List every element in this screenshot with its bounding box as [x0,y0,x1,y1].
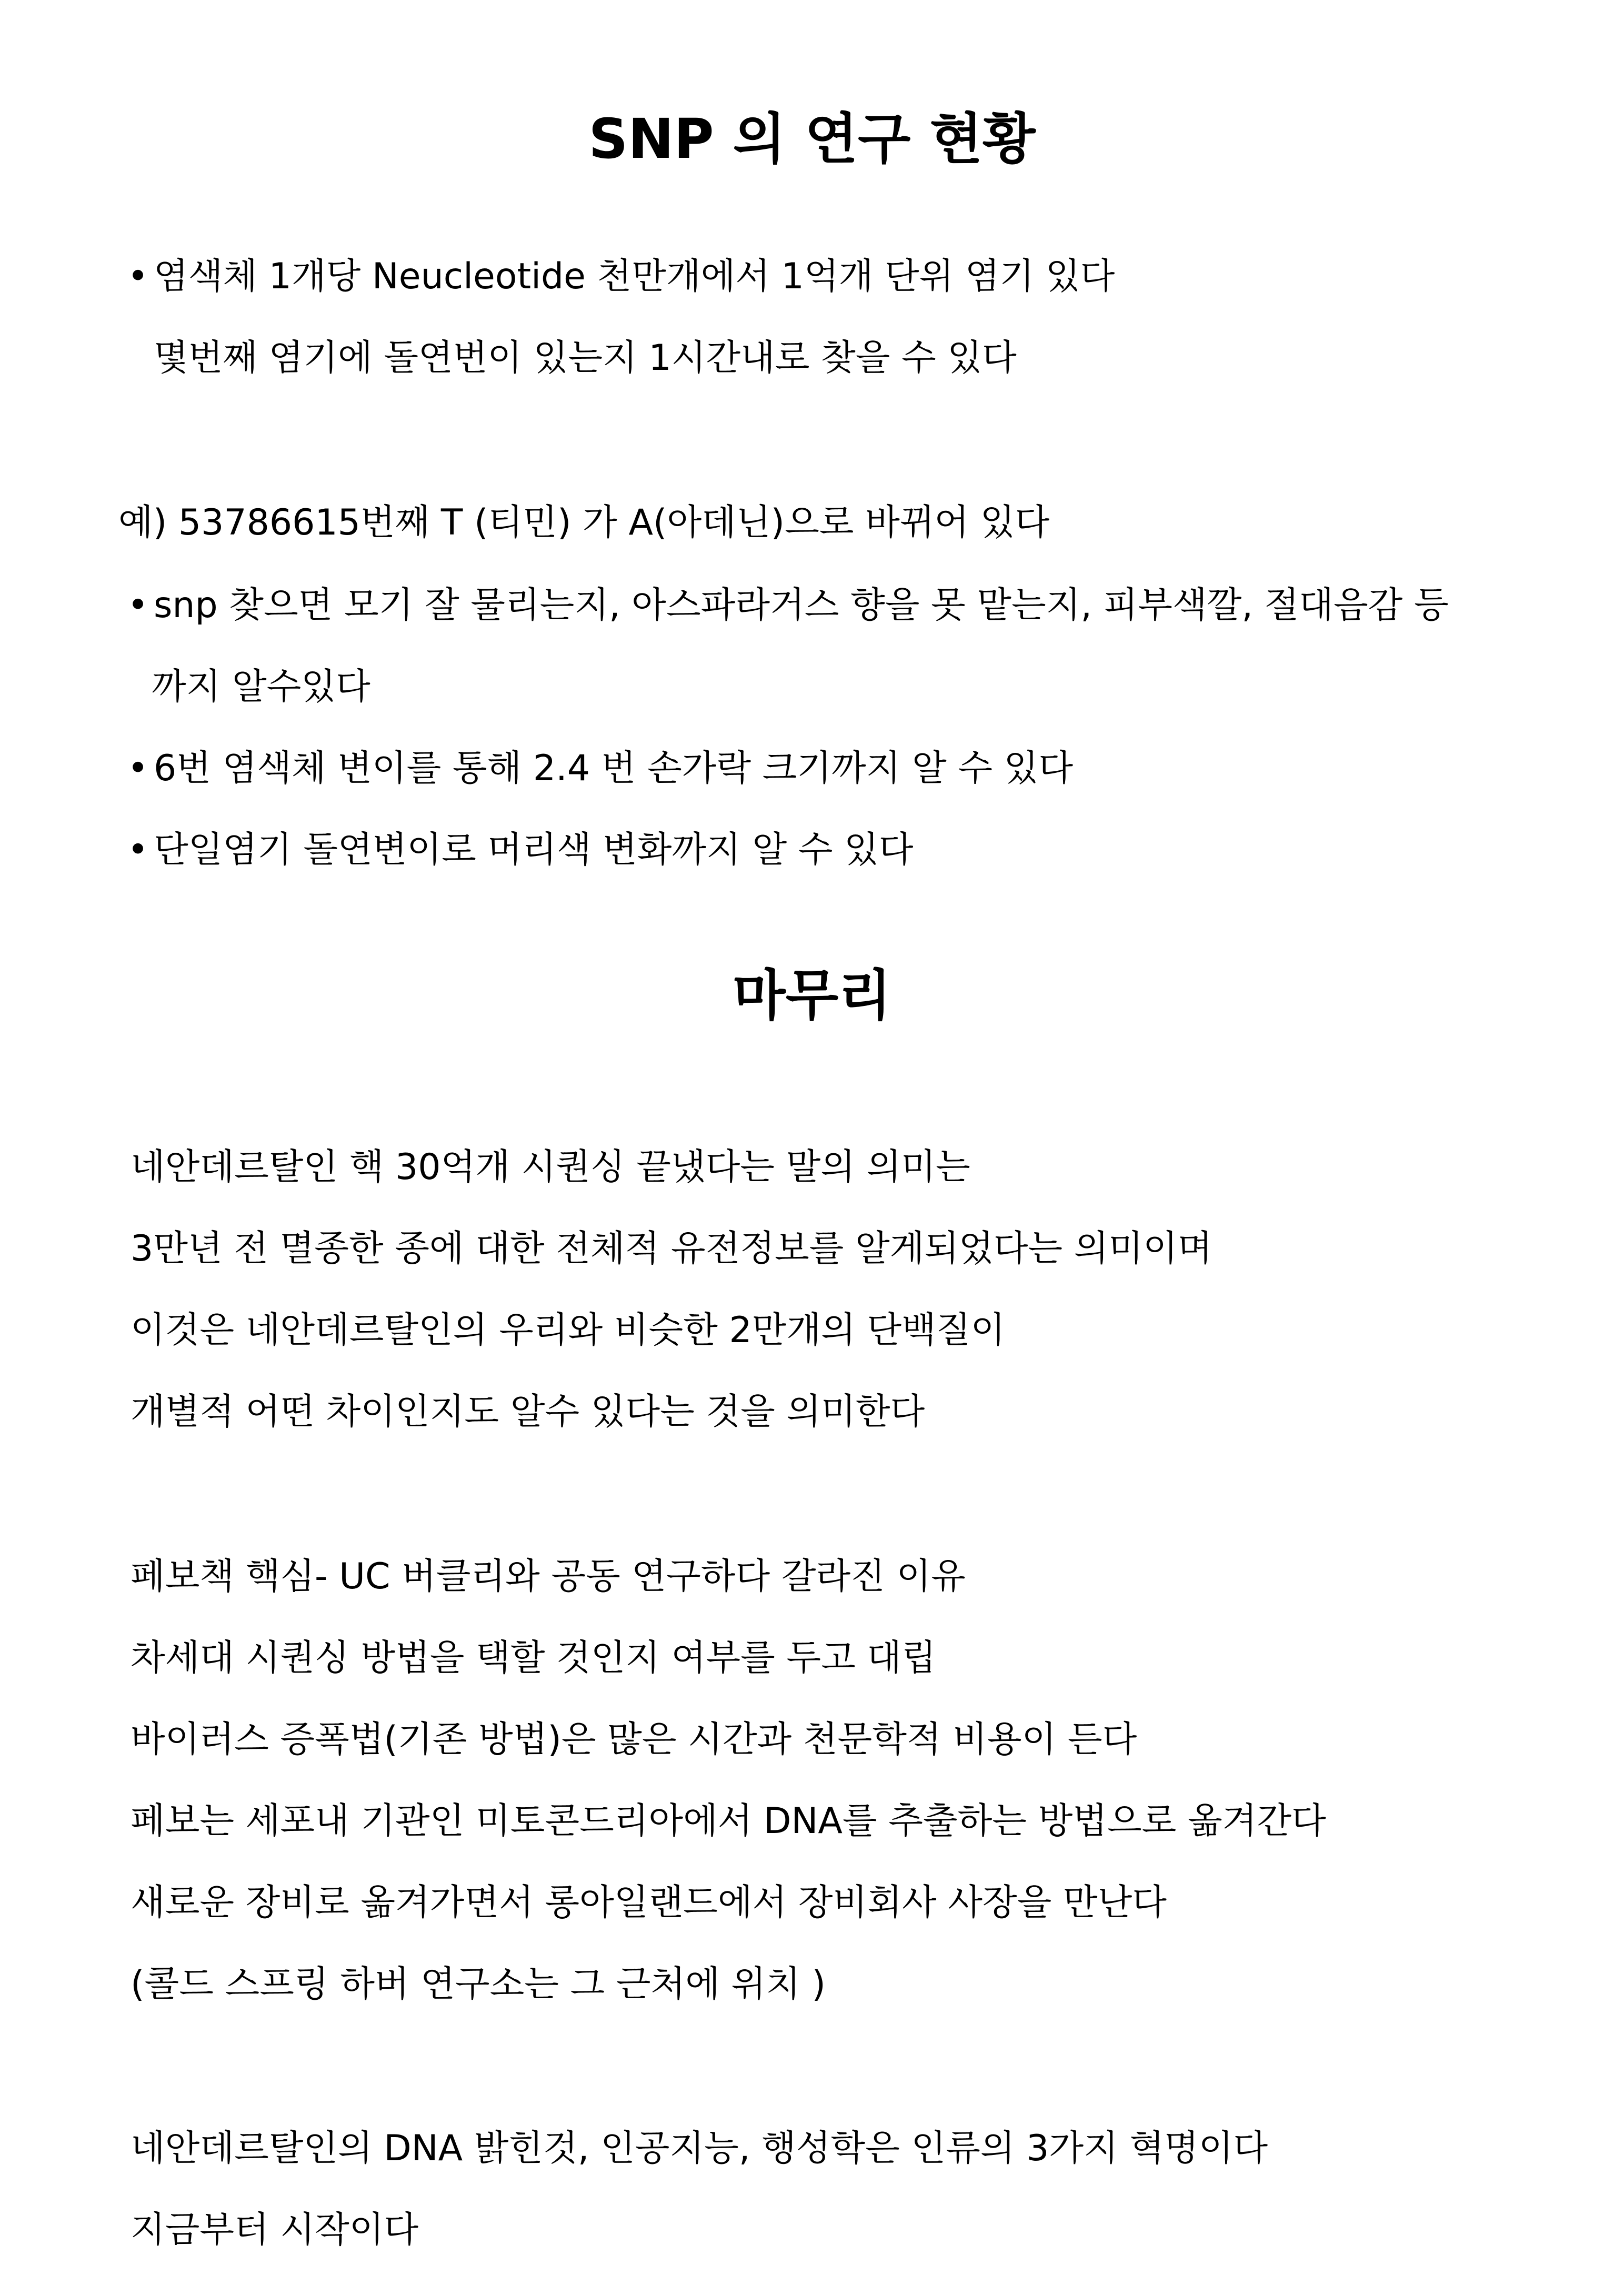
bullet-icon: • [127,748,149,789]
bullet-text: 6번 염색체 변이를 통해 2.4 번 손가락 크기까지 알 수 있다 [154,748,1074,789]
paragraph-line: 개별적 어떤 차이인지도 알수 있다는 것을 의미한다 [131,1391,925,1433]
bullet-item-snp-traits [127,585,1449,626]
paragraph-line: 네안데르탈인 핵 30억개 시퀀싱 끝냈다는 말의 의미는 [131,1146,970,1188]
bullet-continuation-text: 몇번째 염기에 돌연번이 있는지 1시간내로 찾을 수 있다 [154,337,1017,379]
bullet-text: 단일염기 돌연변이로 머리색 변화까지 알 수 있다 [154,829,914,871]
paragraph-line: 네안데르탈인의 DNA 밝힌것, 인공지능, 행성학은 인류의 3가지 혁명이다 [131,2128,1268,2169]
paragraph-line: 새로운 장비로 옮겨가면서 롱아일랜드에서 장비회사 사장을 만난다 [131,1882,1167,1924]
paragraph-line: 바이러스 증폭법(기존 방법)은 많은 시간과 천문학적 비용이 든다 [131,1719,1137,1760]
paragraph-line: 차세대 시퀀싱 방법을 택할 것인지 여부를 두고 대립 [131,1637,936,1679]
bullet-text: snp 찾으면 모기 잘 물리는지, 아스파라거스 향을 못 맡는지, 피부색깔, 절대음감 등 [154,585,1449,626]
bullet-item-hair-color [127,829,914,871]
paragraph-line: 페보책 핵심- UC 버클리와 공동 연구하다 갈라진 이유 [131,1556,966,1597]
example-text: 예) 53786615번째 T (티민) 가 A(아데닌)으로 바뀌어 있다 [118,502,1050,543]
paragraph-line: 지금부터 시작이다 [131,2209,419,2251]
section-title-conclusion: 마무리 [733,963,891,1028]
bullet-icon: • [127,585,149,626]
section-title-snp: SNP 의 연구 현황 [588,107,1036,171]
bullet-item-nucleotide [127,256,1115,297]
bullet-text: 염색체 1개당 Neucleotide 천만개에서 1억개 단위 염기 있다 [154,256,1115,297]
paragraph-line: 이것은 네안데르탈인의 우리와 비슷한 2만개의 단백질이 [131,1310,1006,1351]
paragraph-line: 페보는 세포내 기관인 미토콘드리아에서 DNA를 추출하는 방법으로 옮겨간다 [131,1800,1326,1842]
paragraph-line: 3만년 전 멸종한 종에 대한 전체적 유전정보를 알게되었다는 의미이며 [131,1228,1212,1270]
bullet-item-chromosome-6 [127,748,1074,789]
paragraph-line: (콜드 스프링 하버 연구소는 그 근처에 위치 ) [131,1963,826,2005]
bullet-continuation-text: 까지 알수있다 [152,666,370,708]
bullet-icon: • [127,256,149,297]
bullet-icon: • [127,829,149,871]
